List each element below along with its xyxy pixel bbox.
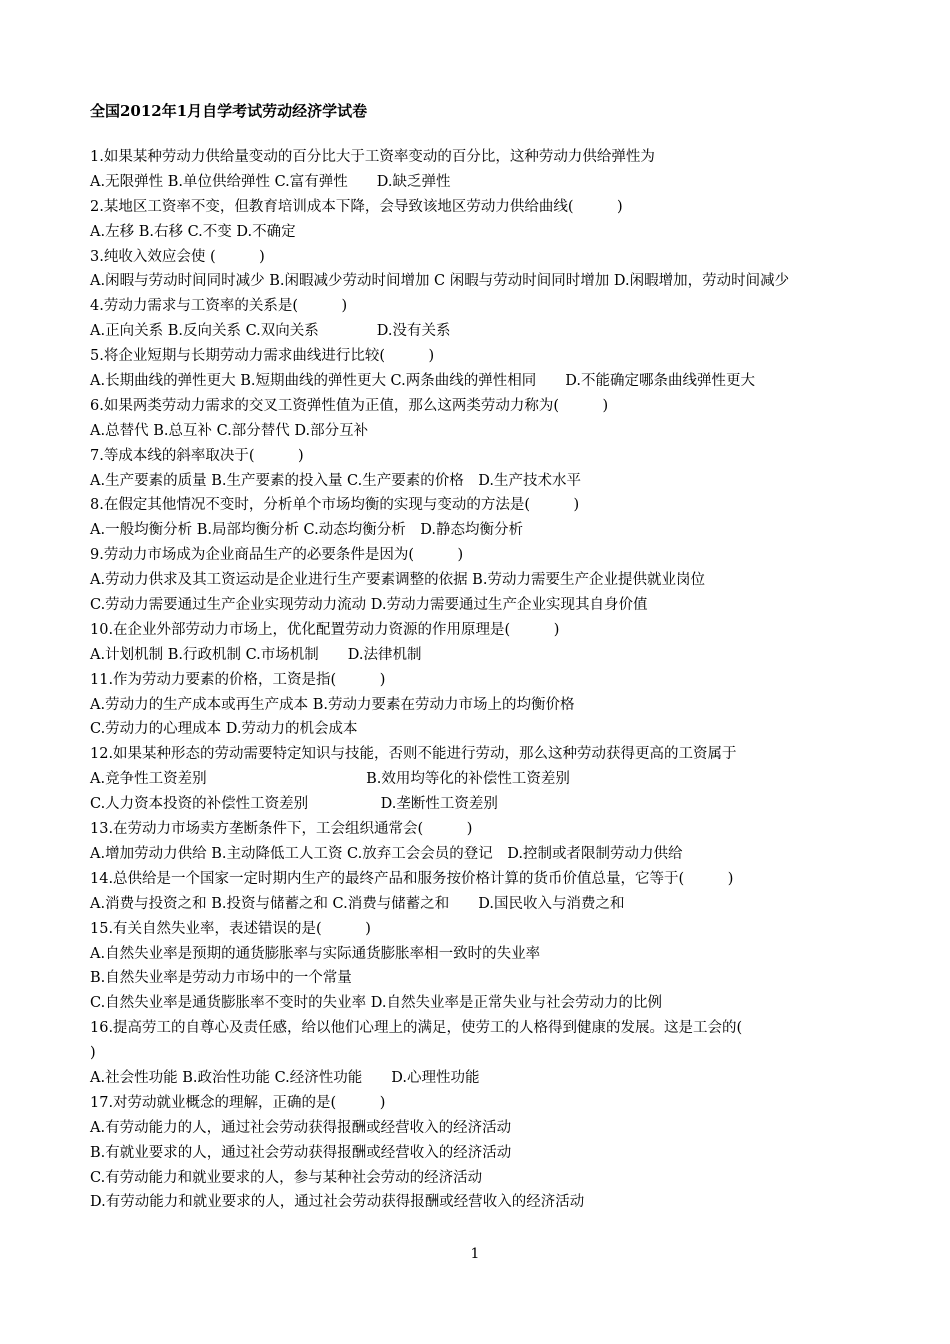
text-line: A.自然失业率是预期的通货膨胀率与实际通货膨胀率相一致时的失业率 <box>90 945 541 962</box>
text-line: 4.劳动力需求与工资率的关系是( ) <box>90 298 348 315</box>
text-line: 1.如果某种劳动力供给量变动的百分比大于工资率变动的百分比，这种劳动力供给弹性为 <box>90 149 655 165</box>
text-line: C.劳动力的心理成本 D.劳动力的机会成本 <box>90 721 358 738</box>
text-line: C.劳动力需要通过生产企业实现劳动力流动 D.劳动力需要通过生产企业实现其自身价值 <box>90 597 648 614</box>
text-line: D.有劳动能力和就业要求的人，通过社会劳动获得报酬或经营收入的经济活动 <box>90 1194 585 1211</box>
text-line: 7.等成本线的斜率取决于( ) <box>90 447 304 464</box>
text-line: 3.纯收入效应会使 ( ) <box>90 248 265 265</box>
text-line: 6.如果两类劳动力需求的交叉工资弹性值为正值，那么这两类劳动力称为( ) <box>90 397 609 414</box>
text-line: A.无限弹性 B.单位供给弹性 C.富有弹性 D.缺乏弹性 <box>90 173 451 190</box>
text-line: A.竞争性工资差别 B.效用均等化的补偿性工资差别 <box>90 771 570 788</box>
text-line: 16.提高劳工的自尊心及责任感，给以他们心理上的满足，使劳工的人格得到健康的发展。这是工会的( <box>90 1020 743 1037</box>
text-line: A.有劳动能力的人，通过社会劳动获得报酬或经营收入的经济活动 <box>90 1119 512 1136</box>
text-line: A.总替代 B.总互补 C.部分替代 D.部分互补 <box>90 422 369 439</box>
text-line: A.长期曲线的弹性更大 B.短期曲线的弹性更大 C.两条曲线的弹性相同 D.不能确定哪条曲线弹性更大 <box>90 373 755 390</box>
text-line: 15.有关自然失业率，表述错误的是( ) <box>90 920 371 937</box>
text-line: A.劳动力的生产成本或再生产成本 B.劳动力要素在劳动力市场上的均衡价格 <box>90 696 575 713</box>
text-line: 17.对劳动就业概念的理解，正确的是( ) <box>90 1094 386 1111</box>
text-line: A.消费与投资之和 B.投资与储蓄之和 C.消费与储蓄之和 D.国民收入与消费之和 <box>90 895 625 912</box>
text-line: A.一般均衡分析 B.局部均衡分析 C.动态均衡分析 D.静态均衡分析 <box>90 522 523 539</box>
text-line: 14.总供给是一个国家一定时期内生产的最终产品和服务按价格计算的货币价值总量，它等于( ) <box>90 870 734 887</box>
text-line: 9.劳动力市场成为企业商品生产的必要条件是因为( ) <box>90 547 464 564</box>
text-line: 2.某地区工资率不变，但教育培训成本下降，会导致该地区劳动力供给曲线( ) <box>90 198 623 215</box>
question-list <box>90 145 890 1215</box>
text-line: B.自然失业率是劳动力市场中的一个常量 <box>90 970 352 987</box>
text-line: A.生产要素的质量 B.生产要素的投入量 C.生产要素的价格 D.生产技术水平 <box>90 472 581 489</box>
text-line: 10.在企业外部劳动力市场上，优化配置劳动力资源的作用原理是( ) <box>90 621 560 638</box>
text-line: ) <box>90 1045 96 1062</box>
text-line: A.社会性功能 B.政治性功能 C.经济性功能 D.心理性功能 <box>90 1069 480 1086</box>
text-line: 13.在劳动力市场卖方垄断条件下，工会组织通常会( ) <box>90 821 473 838</box>
text-line: A.闲暇与劳动时间同时减少 B.闲暇减少劳动时间增加 C 闲暇与劳动时间同时增加 D.闲暇增加，劳动时间减少 <box>90 273 790 290</box>
page-number: 1 <box>470 1246 480 1262</box>
text-line: A.左移 B.右移 C.不变 D.不确定 <box>90 223 296 240</box>
text-line: C.人力资本投资的补偿性工资差别 D.垄断性工资差别 <box>90 796 498 813</box>
text-line: B.有就业要求的人，通过社会劳动获得报酬或经营收入的经济活动 <box>90 1144 512 1161</box>
text-line: C.自然失业率是通货膨胀率不变时的失业率 D.自然失业率是正常失业与社会劳动力的比例 <box>90 995 663 1012</box>
text-line: 11.作为劳动力要素的价格，工资是指( ) <box>90 671 386 688</box>
text-line: A.正向关系 B.反向关系 C.双向关系 D.没有关系 <box>90 323 451 340</box>
text-line: 5.将企业短期与长期劳动力需求曲线进行比较( ) <box>90 348 435 365</box>
text-line: C.有劳动能力和就业要求的人，参与某种社会劳动的经济活动 <box>90 1169 483 1186</box>
text-line: A.计划机制 B.行政机制 C.市场机制 D.法律机制 <box>90 646 422 663</box>
text-line: A.增加劳动力供给 B.主动降低工人工资 C.放弃工会会员的登记 D.控制或者限制劳动力供给 <box>90 845 683 862</box>
document-title: 全国2012年1月自学考试劳动经济学试卷 <box>90 102 368 120</box>
text-line: 12.如果某种形态的劳动需要特定知识与技能，否则不能进行劳动，那么这种劳动获得更高的工资属于 <box>90 746 737 763</box>
text-line: 8.在假定其他情况不变时，分析单个市场均衡的实现与变动的方法是( ) <box>90 497 580 514</box>
text-line: A.劳动力供求及其工资运动是企业进行生产要素调整的依据 B.劳动力需要生产企业提供就业岗位 <box>90 572 705 589</box>
